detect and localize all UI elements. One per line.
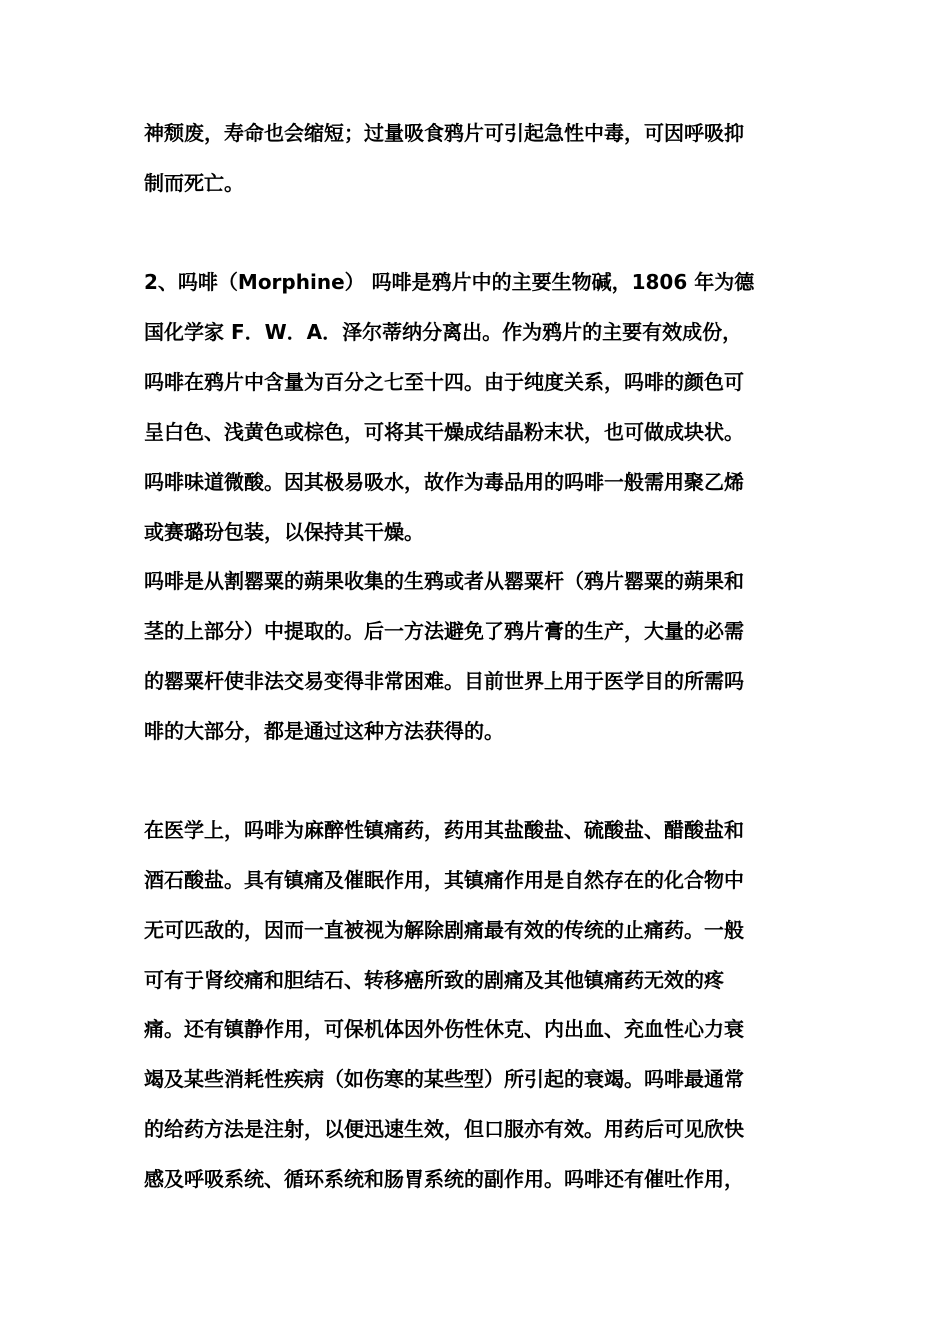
text-line: 制而死亡。 xyxy=(144,171,244,195)
text-line: 吗啡味道微酸。因其极易吸水，故作为毒品用的吗啡一般需用聚乙烯 xyxy=(144,470,744,494)
text-line: 呈白色、浅黄色或棕色，可将其干燥成结晶粉末状，也可做成块状。 xyxy=(144,420,744,444)
text-line: 在医学上，吗啡为麻醉性镇痛药，药用其盐酸盐、硫酸盐、醋酸盐和 xyxy=(144,818,744,842)
text-line: 啡的大部分，都是通过这种方法获得的。 xyxy=(144,719,504,743)
text-line: 可有于肾绞痛和胆结石、转移癌所致的剧痛及其他镇痛药无效的疼 xyxy=(144,968,724,992)
text-line: 感及呼吸系统、循环系统和肠胃系统的副作用。吗啡还有催吐作用， xyxy=(144,1167,744,1191)
text-line: 吗啡在鸦片中含量为百分之七至十四。由于纯度关系，吗啡的颜色可 xyxy=(144,370,744,394)
text-line: 国化学家 F．W．A．泽尔蒂纳分离出。作为鸦片的主要有效成份， xyxy=(144,320,743,344)
text-line: 或赛璐玢包装，以保持其干燥。 xyxy=(144,520,424,544)
text-line: 酒石酸盐。具有镇痛及催眠作用，其镇痛作用是自然存在的化合物中 xyxy=(144,868,744,892)
text-line: 痛。还有镇静作用，可保机体因外伤性休克、内出血、充血性心力衰 xyxy=(144,1017,744,1041)
text-line: 的罂粟杆使非法交易变得非常困难。目前世界上用于医学目的所需吗 xyxy=(144,669,744,693)
text-line: 茎的上部分）中提取的。后一方法避免了鸦片膏的生产，大量的必需 xyxy=(144,619,744,643)
text-line: 吗啡是从割罂粟的蒴果收集的生鸦或者从罂粟杆（鸦片罂粟的蒴果和 xyxy=(144,569,744,593)
text-line: 无可匹敌的，因而一直被视为解除剧痛最有效的传统的止痛药。一般 xyxy=(144,918,744,942)
text-line: 神颓废，寿命也会缩短；过量吸食鸦片可引起急性中毒，可因呼吸抑 xyxy=(144,121,744,145)
text-line: 的给药方法是注射，以便迅速生效，但口服亦有效。用药后可见欣快 xyxy=(144,1117,744,1141)
section-heading-morphine: 2、吗啡（Morphine） 吗啡是鸦片中的主要生物碱，1806 年为德 xyxy=(144,270,755,294)
text-line: 竭及某些消耗性疾病（如伤寒的某些型）所引起的衰竭。吗啡最通常 xyxy=(144,1067,744,1091)
